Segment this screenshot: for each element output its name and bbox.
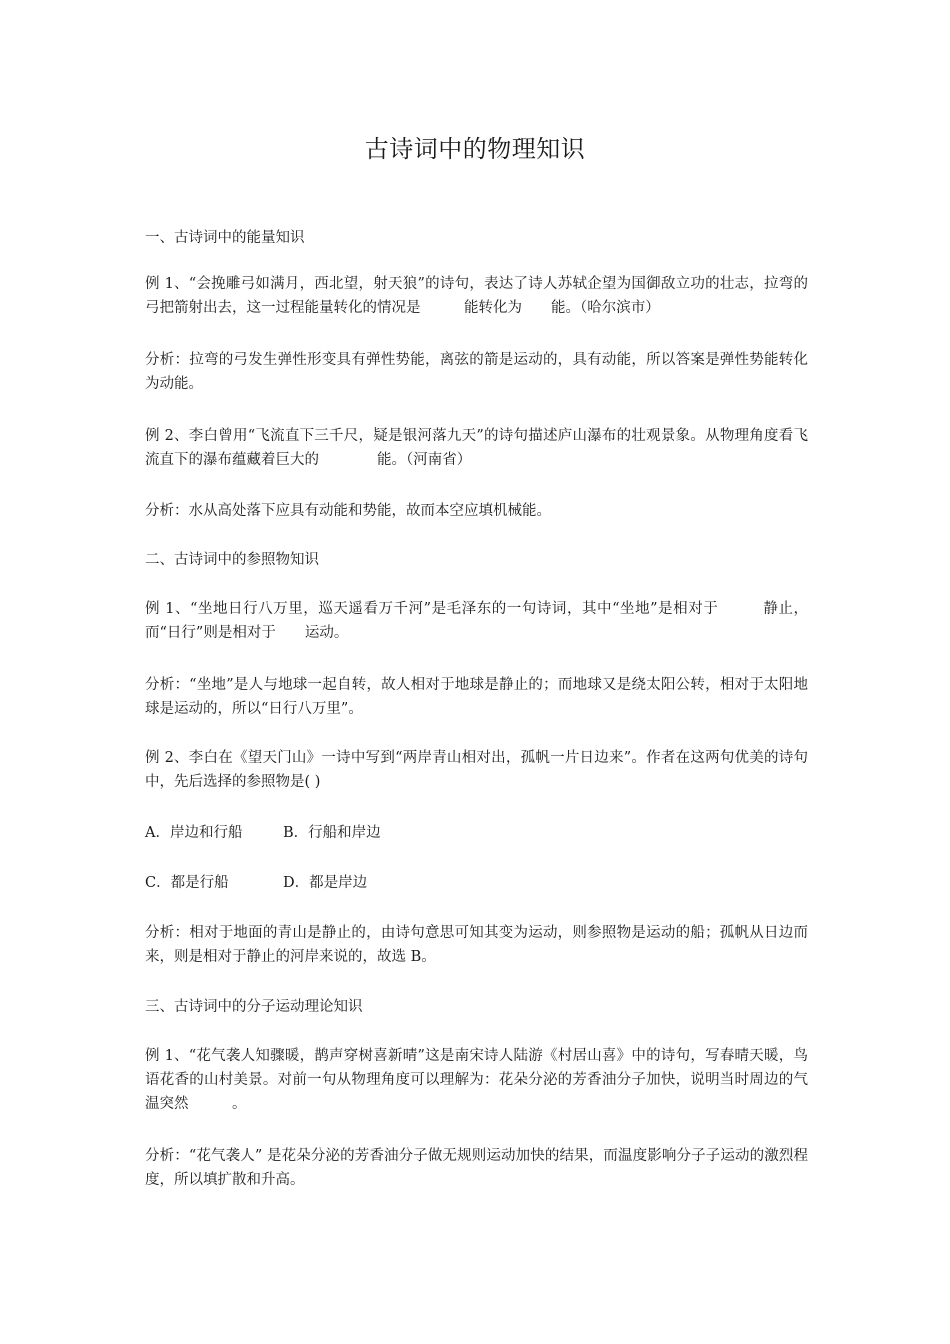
example-paragraph: 例 2、李白曾用“飞流直下三千尺，疑是银河落九天”的诗句描述庐山瀑布的壮观景象。从物理角度看飞流直下的瀑布蕴藏着巨大的 能。（河南省） — [145, 428, 808, 468]
option-b: B．行船和岸边 — [283, 825, 381, 841]
option-a: A．岸边和行船 — [145, 825, 243, 841]
analysis-paragraph: 分析：相对于地面的青山是静止的，由诗句意思可知其变为运动，则参照物是运动的船；孤帆从日边而来，则是相对于静止的河岸来说的，故选 B。 — [145, 925, 808, 965]
options-row-2 — [145, 871, 808, 895]
example-paragraph: 例 1、“会挽雕弓如满月，西北望，射天狼”的诗句，表达了诗人苏轼企望为国御敌立功的壮志，拉弯的弓把箭射出去，这一过程能量转化的情况是 能转化为 能。（哈尔滨市） — [145, 276, 808, 316]
options-row-1 — [145, 821, 808, 845]
section-heading-molecular-motion: 三、古诗词中的分子运动理论知识 — [145, 999, 363, 1015]
option-d: D．都是岸边 — [283, 875, 368, 891]
section-heading-reference-frame: 二、古诗词中的参照物知识 — [145, 552, 319, 568]
example-paragraph: 例 1、“坐地日行八万里，巡天遥看万千河”是毛泽东的一句诗词，其中“坐地”是相对于 静止，而“日行”则是相对于 运动。 — [145, 601, 808, 641]
example-paragraph: 例 1、“花气袭人知骤暖，鹊声穿树喜新晴”这是南宋诗人陆游《村居山喜》中的诗句，写春晴天暖，鸟语花香的山村美景。对前一句从物理角度可以理解为：花朵分泌的芳香油分子加快，说明当时周边的气温突然 。 — [145, 1048, 808, 1112]
analysis-paragraph: 分析：“坐地”是人与地球一起自转，故人相对于地球是静止的；而地球又是绕太阳公转，相对于太阳地球是运动的，所以“日行八万里”。 — [145, 677, 808, 717]
document-title: 古诗词中的物理知识 — [364, 135, 586, 163]
analysis-paragraph: 分析：拉弯的弓发生弹性形变具有弹性势能，离弦的箭是运动的，具有动能，所以答案是弹性势能转化为动能。 — [145, 352, 808, 392]
section-heading-energy: 一、古诗词中的能量知识 — [145, 230, 305, 246]
analysis-paragraph: 分析：“花气袭人” 是花朵分泌的芳香油分子做无规则运动加快的结果，而温度影响分子子运动的激烈程度，所以填扩散和升高。 — [145, 1148, 808, 1188]
example-paragraph: 例 2、李白在《望天门山》一诗中写到“两岸青山相对出，孤帆一片日边来”。作者在这两句优美的诗句中，先后选择的参照物是( ) — [145, 750, 808, 790]
option-c: C．都是行船 — [145, 875, 229, 891]
analysis-paragraph: 分析：水从高处落下应具有动能和势能，故而本空应填机械能。 — [145, 503, 551, 519]
